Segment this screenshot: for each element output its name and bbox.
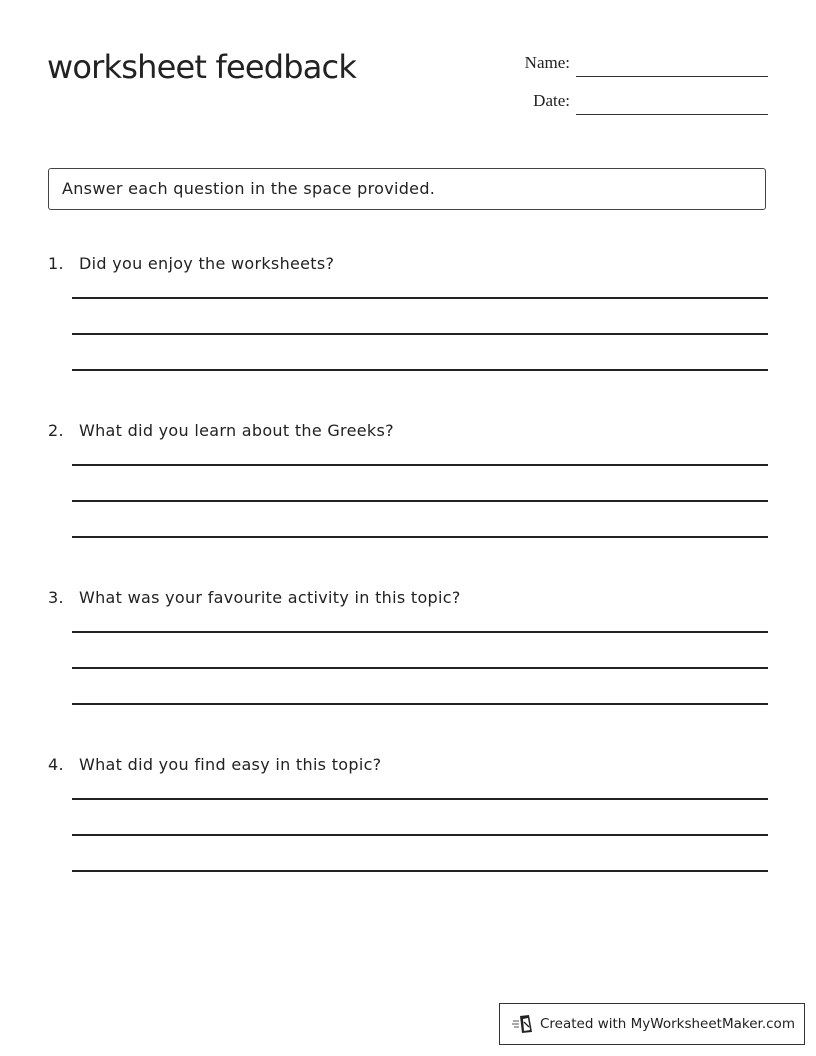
question-2	[48, 421, 768, 561]
answer-line[interactable]	[72, 798, 768, 800]
name-field[interactable]	[490, 53, 768, 77]
answer-line[interactable]	[72, 333, 768, 335]
answer-line[interactable]	[72, 464, 768, 466]
answer-line[interactable]	[72, 667, 768, 669]
question-number: 2.	[48, 421, 64, 440]
answer-line[interactable]	[72, 536, 768, 538]
question-number: 1.	[48, 254, 64, 273]
question-4	[48, 755, 768, 895]
date-label: Date:	[533, 91, 570, 110]
question-text: Did you enjoy the worksheets?	[79, 254, 335, 273]
question-3	[48, 588, 768, 728]
instructions-box	[48, 168, 766, 210]
question-text: What was your favourite activity in this topic?	[79, 588, 461, 607]
worksheet-maker-logo-icon	[512, 1013, 534, 1035]
answer-line[interactable]	[72, 369, 768, 371]
question-text: What did you learn about the Greeks?	[79, 421, 394, 440]
footer-text: Created with MyWorksheetMaker.com	[540, 1016, 795, 1032]
date-input-line[interactable]	[576, 114, 768, 115]
answer-line[interactable]	[72, 500, 768, 502]
answer-line[interactable]	[72, 297, 768, 299]
page-title: worksheet feedback	[47, 48, 357, 86]
answer-line[interactable]	[72, 631, 768, 633]
answer-line[interactable]	[72, 703, 768, 705]
date-field[interactable]	[490, 91, 768, 115]
instructions-text: Answer each question in the space provided.	[62, 179, 436, 198]
answer-line[interactable]	[72, 834, 768, 836]
name-label: Name:	[524, 53, 570, 72]
footer-credit[interactable]	[499, 1003, 805, 1045]
answer-line[interactable]	[72, 870, 768, 872]
question-number: 4.	[48, 755, 64, 774]
question-text: What did you find easy in this topic?	[79, 755, 382, 774]
question-number: 3.	[48, 588, 64, 607]
name-input-line[interactable]	[576, 76, 768, 77]
question-1	[48, 254, 768, 394]
